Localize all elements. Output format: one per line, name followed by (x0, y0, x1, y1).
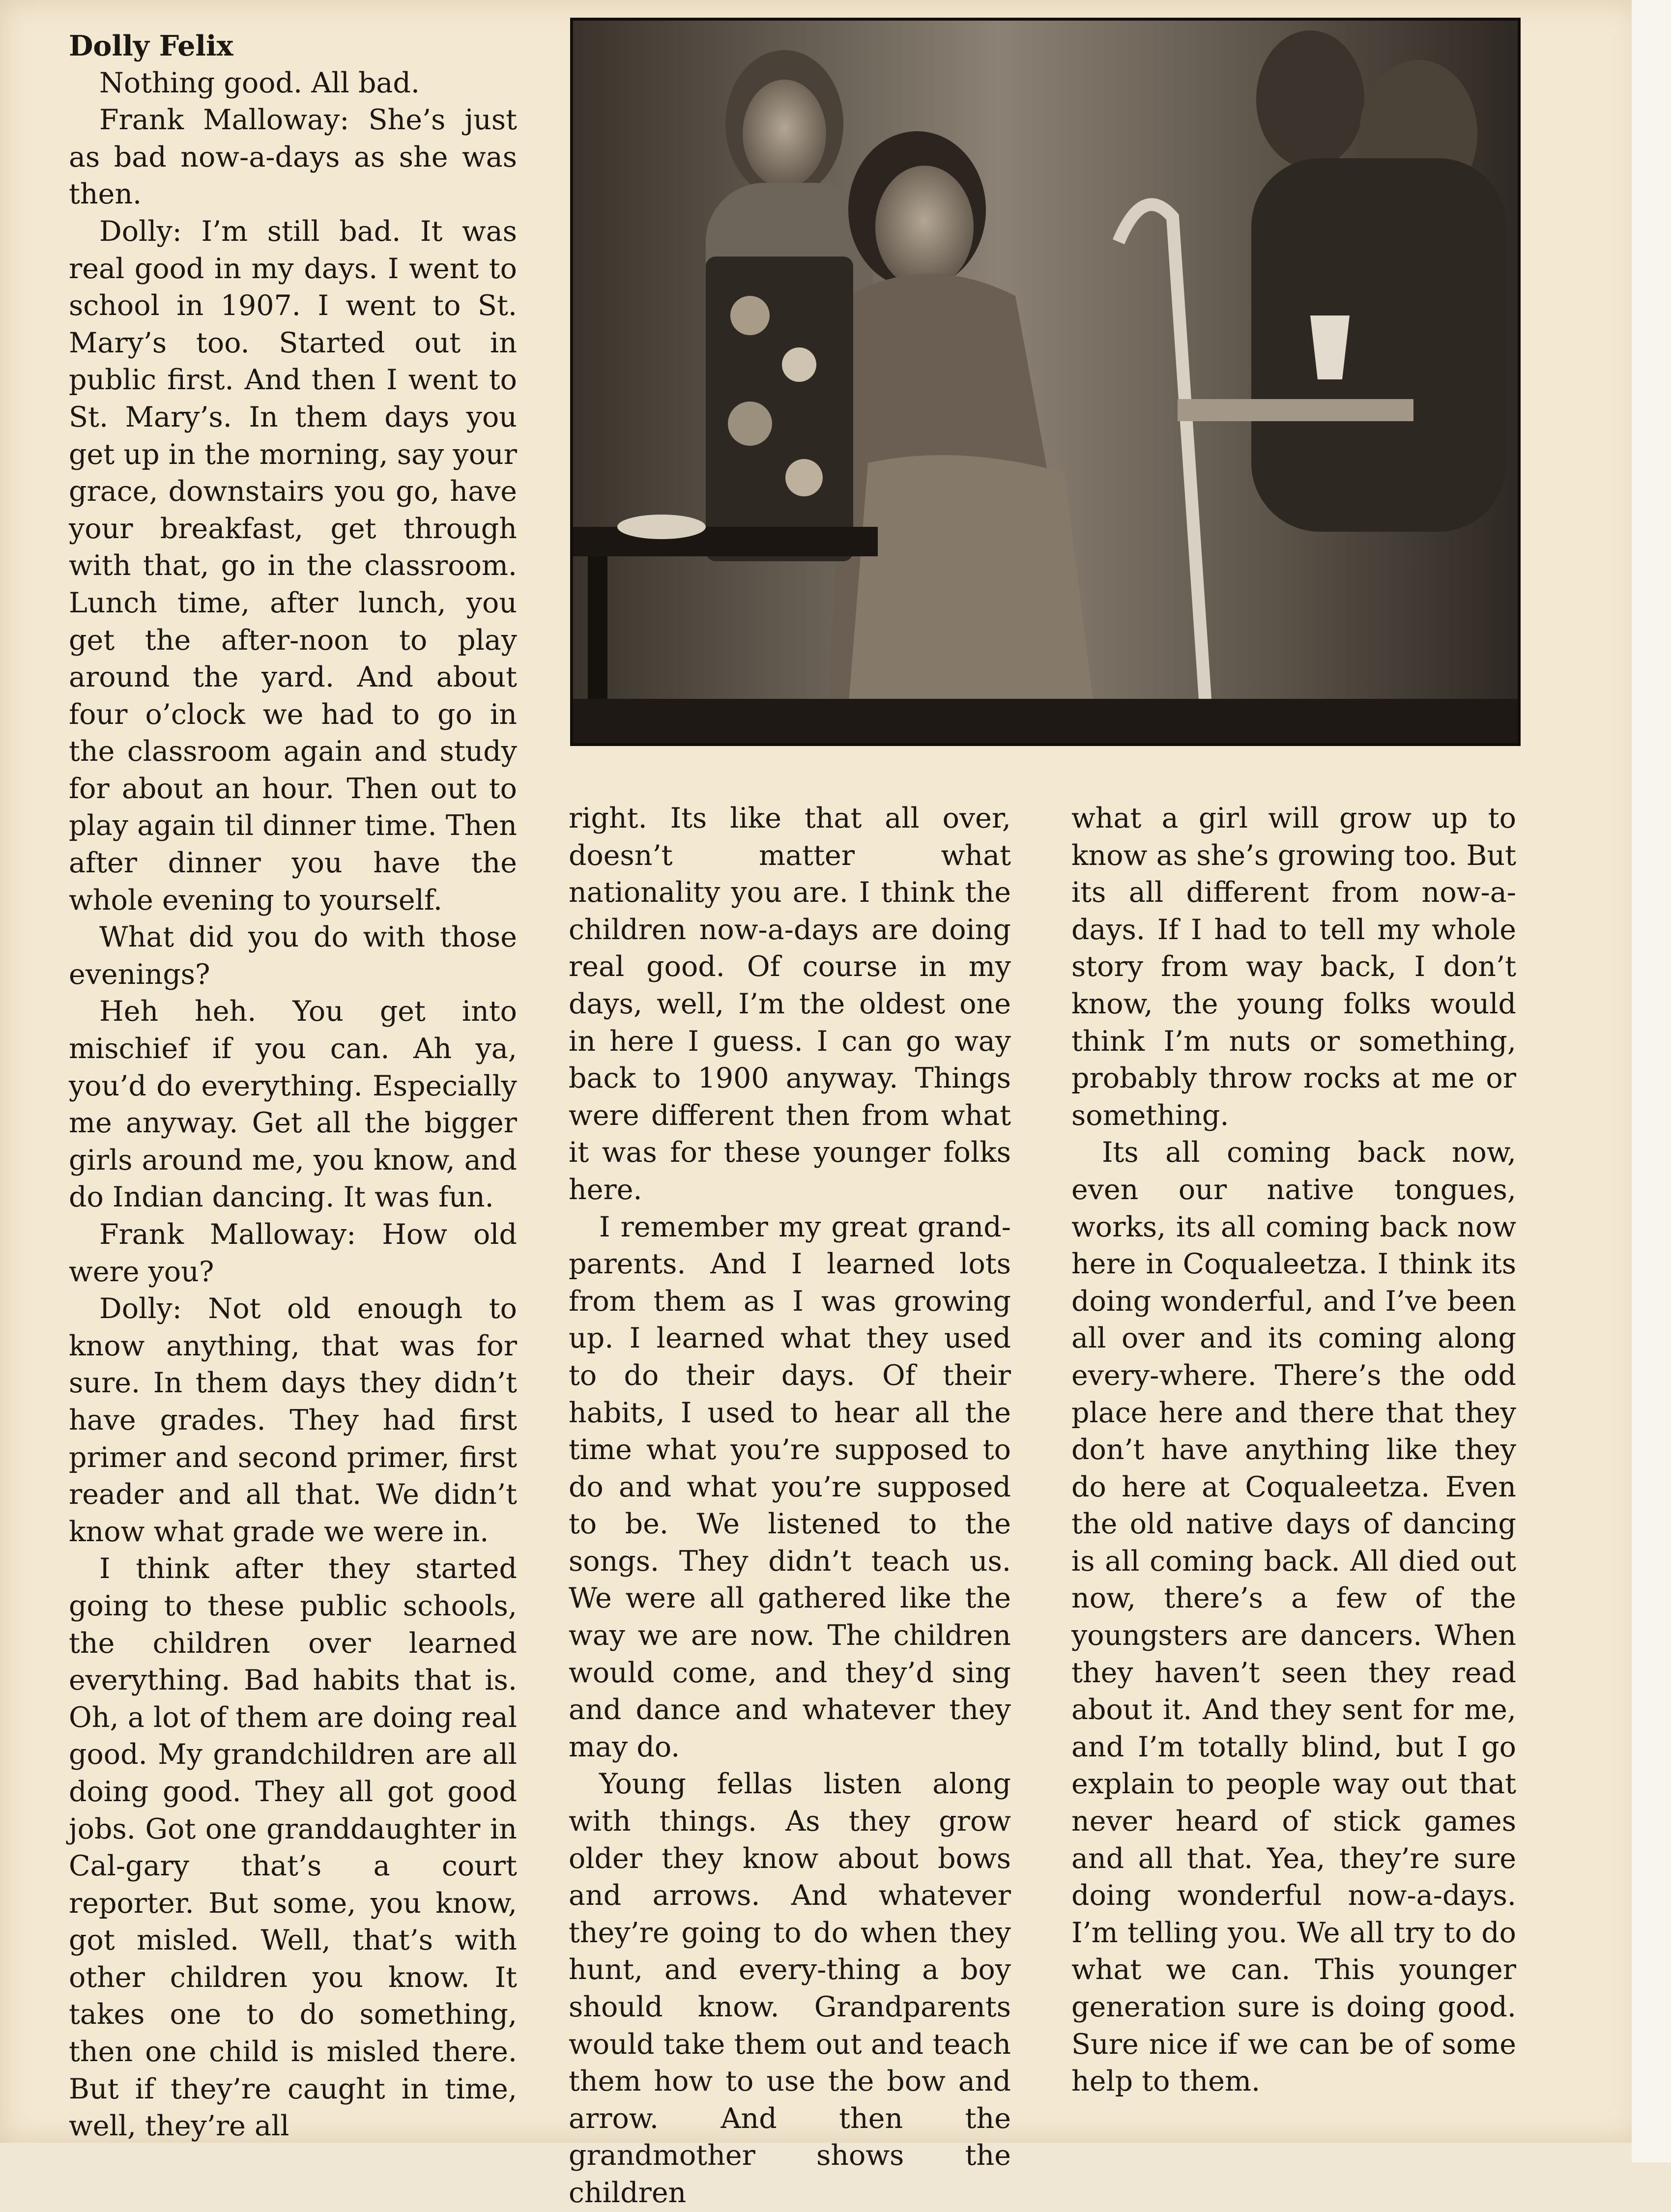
scan-margin (1632, 0, 1671, 2162)
paragraph: What did you do with those evenings? (69, 921, 517, 991)
text-column-1 (69, 28, 517, 2145)
photo-illustration (573, 21, 1518, 743)
paragraph: I think after they started going to these public schools, the children over learned everything. Bad habits that is. Oh, a lot of them are doing real good. My grandchildren are all doing good. They all got good jobs. Got one granddaughter in Cal-gary that’s a court reporter. But some, you know, got misled. Well, that’s with other children you know. It takes one to do something, then one child is misled there. But if they’re caught in time, well, they’re all (69, 1552, 517, 2143)
paragraph: right. Its like that all over, doesn’t matter what nationality you are. I think the children now-a-days are doing real good. Of course in my days, well, I’m the oldest one in here I guess. I can go way back to 1900 anyway. Things were different then from what it was for these younger folks here. (569, 802, 1011, 1206)
text-column-2 (569, 800, 1011, 2212)
paragraph: Dolly: Not old enough to know anything, that was for sure. In them days they didn’t have grades. They had first primer and second primer, first reader and all that. We didn’t know what grade we were in. (69, 1293, 517, 1548)
paragraph: Frank Malloway: She’s just as bad now-a-days as she was then. (69, 104, 517, 211)
paragraph: Its all coming back now, even our native tongues, works, its all coming back now here in Coqualeetza. I think its doing wonderful, and I’ve been all over and its coming along every-where. There’s the odd place here and there that they don’t have anything like they do here at Coqualeetza. Even the old native days of dancing is all coming back. All died out now, there’s a few of the youngsters are dancers. When they haven’t seen they read about it. And they sent for me, and I’m totally blind, but I go explain to people way out that never heard of stick games and all that. Yea, they’re sure doing wonderful now-a-days. I’m telling you. We all try to do what we can. This younger generation sure is doing good. Sure nice if we can be of some help to them. (1071, 1136, 1516, 2098)
paragraph: Young fellas listen along with things. As they grow older they know about bows and arrows. And whatever they’re going to do when they hunt, and every-thing a boy should know. Grandparents would take them out and teach them how to use the bow and arrow. And then the grandmother shows the children (569, 1768, 1011, 2209)
paragraph: Heh heh. You get into mischief if you can. Ah ya, you’d do everything. Especially me anyway. Get all the bigger girls around me, you know, and do Indian dancing. It was fun. (69, 995, 517, 1214)
paragraph: Nothing good. All bad. (99, 66, 420, 99)
text-column-3 (1071, 800, 1516, 2100)
paragraph: I remember my great grand-parents. And I learned lots from them as I was growing up. I learned what they used to do their days. Of their habits, I used to hear all the time what you’re supposed to do and what you’re supposed to be. We listened to the songs. They didn’t teach us. We were all gathered like the way we are now. The children would come, and they’d sing and dance and whatever they may do. (569, 1210, 1011, 1763)
paragraph: Frank Malloway: How old were you? (69, 1218, 517, 1288)
paragraph: Dolly: I’m still bad. It was real good in my days. I went to school in 1907. I went to St. Mary’s too. Started out in public first. And then I went to St. Mary’s. In them days you get up in the morning, say your grace, downstairs you go, have your breakfast, get through with that, go in the classroom. Lunch time, after lunch, you get the after-noon to play around the yard. And about four o’clock we had to go in the classroom again and study for about an hour. Then out to play again til dinner time. Then after dinner you have the whole evening to yourself. (69, 215, 517, 917)
speaker-heading: Dolly Felix (69, 29, 233, 62)
elders-photograph (570, 18, 1521, 746)
paragraph: what a girl will grow up to know as she’s growing too. But its all different from now-a-days. If I had to tell my whole story from way back, I don’t know, the young folks would think I’m nuts or something, probably throw rocks at me or something. (1071, 802, 1516, 1132)
